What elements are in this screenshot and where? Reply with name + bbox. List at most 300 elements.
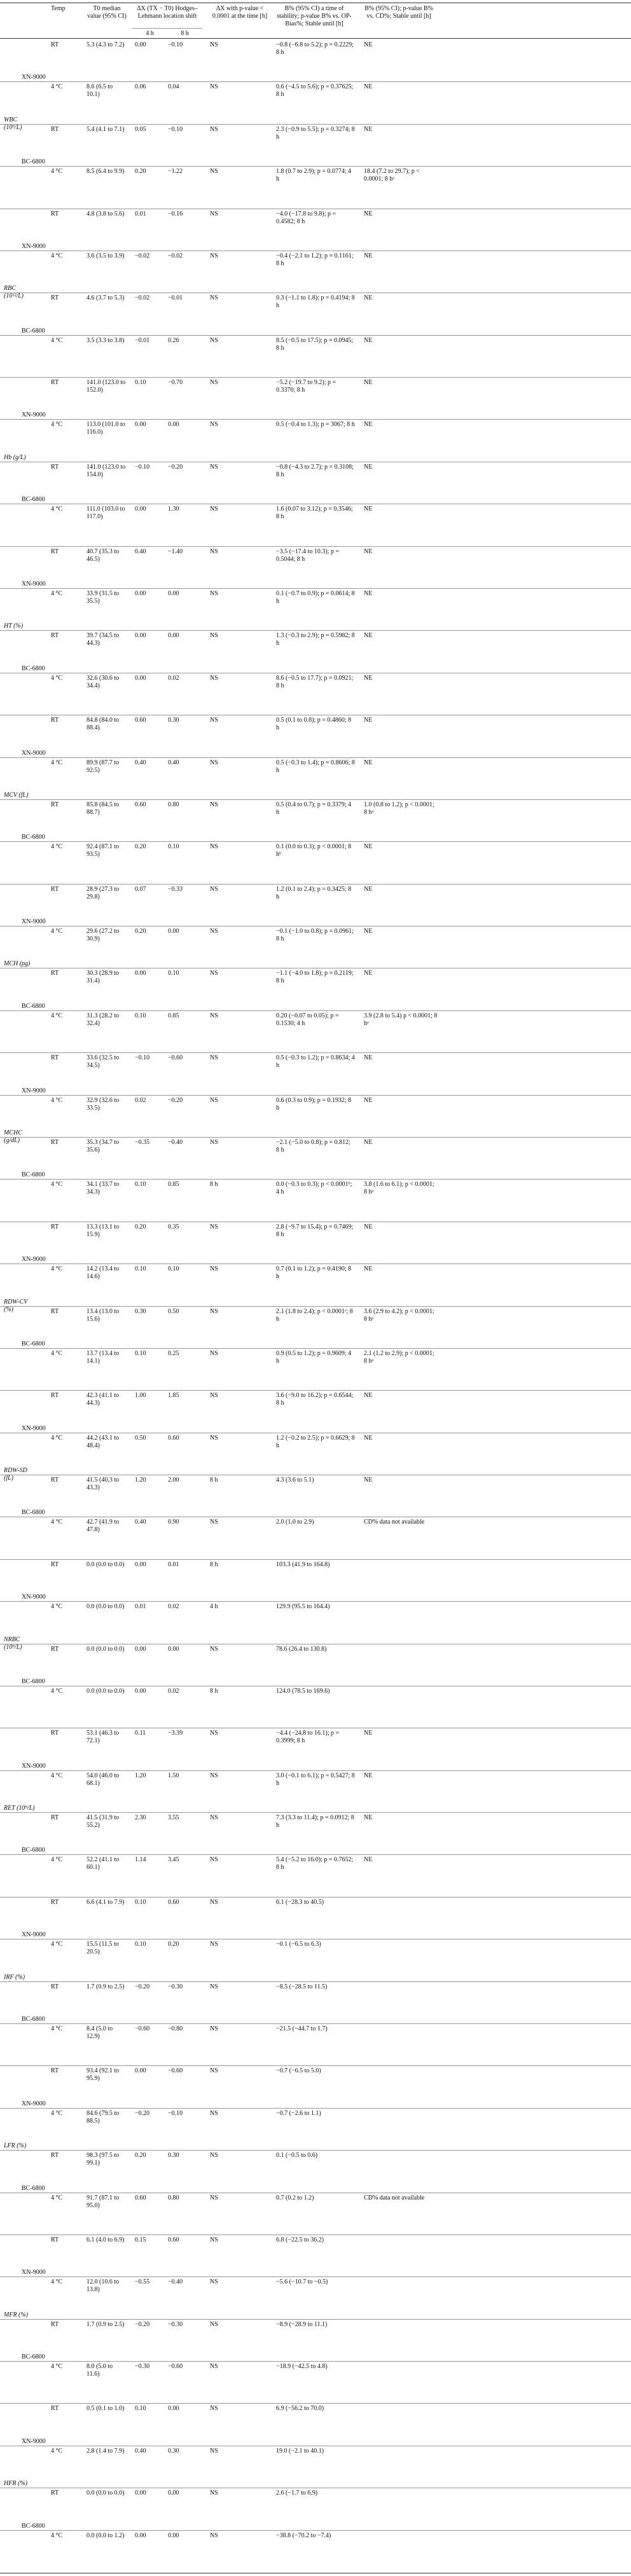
cd-cell: NE <box>364 1265 373 1273</box>
s4-cell: 0.00 <box>135 506 146 513</box>
cd-cell: NE <box>364 632 373 640</box>
bias-cell: −4.4 (−24.8 to 16.1); p = 0.3999; 8 h <box>276 1730 340 1745</box>
temp-cell: 4 °C <box>51 83 63 91</box>
temp-cell: 4 °C <box>51 1434 63 1442</box>
s4-cell: 0.20 <box>135 928 146 935</box>
bias-cell: 3.6 (−9.0 to 16.2); p = 0.6544; 8 h <box>276 1392 354 1407</box>
t0-cell: 12.0 (10.6 to 13.8) <box>87 2278 120 2294</box>
dx-cell: NS <box>210 336 218 344</box>
analyzer-label: XN-9000 <box>22 1424 46 1432</box>
cd-cell <box>364 1941 438 1980</box>
bias-cell: 2.0 (1.0 to 2.9) <box>276 1519 314 1526</box>
analyzer-label: BC-6800 <box>22 496 45 504</box>
t0-cell: 0.5 (0.1 to 1.0) <box>87 2405 125 2413</box>
s4-cell: 0.20 <box>135 1223 146 1230</box>
analyzer-label: BC-6800 <box>22 327 45 334</box>
s4-cell: −0.02 <box>135 252 150 259</box>
analyzer-label: XN-9000 <box>22 1087 46 1094</box>
cd-cell: NE <box>364 1096 373 1104</box>
bias-cell: 0.6 (−4.5 to 5.6); p = 0.37625; 8 h <box>276 83 354 99</box>
s8-cell: 0.00 <box>168 2405 179 2413</box>
bias-cell: −8.9 (−28.9 to 11.1) <box>276 2320 328 2328</box>
header-bias: B% (95% CI) a time of stability; p-value B% vs. OP-Bias%; Stable until [h] <box>277 5 352 27</box>
s8-cell: 0.00 <box>168 2531 179 2539</box>
cd-cell: NE <box>364 252 373 259</box>
s8-cell: 0.30 <box>168 2152 179 2159</box>
bias-cell: −18.9 (−42.5 to 4.8) <box>276 2363 328 2371</box>
temp-cell: RT <box>51 210 59 217</box>
t0-cell: 28.9 (27.3 to 29.8) <box>87 885 120 900</box>
cd-cell: NE <box>364 1730 373 1737</box>
bias-cell: 0.1 (−0.7 to 0.9); p = 0.0614; 8 h <box>276 589 355 605</box>
analyzer-label: XN-9000 <box>22 918 46 926</box>
t0-cell: 0.0 (0.0 to 0.0) <box>87 1603 125 1611</box>
dx-cell: NS <box>210 1814 218 1822</box>
cd-cell: NE <box>364 589 373 597</box>
t0-cell: 0.0 (0.0 to 1.2) <box>87 2531 125 2539</box>
s8-cell: 0.00 <box>168 928 179 935</box>
bias-cell: 0.5 (−0.4 to 1.3); p = 3067; 8 h <box>276 421 355 429</box>
analyzer-label: BC-6800 <box>22 2016 45 2023</box>
bias-cell: −0.1 (−6.5 to 6.3) <box>276 1941 321 1948</box>
temp-cell: 4 °C <box>51 2194 63 2201</box>
s8-cell: 1.30 <box>168 506 179 513</box>
dx-cell: NS <box>210 1096 218 1104</box>
dx-cell: NS <box>210 2109 218 2117</box>
temp-cell: RT <box>51 2236 59 2243</box>
s8-cell: 0.10 <box>168 970 179 977</box>
temp-cell: 4 °C <box>51 1603 63 1611</box>
temp-cell: RT <box>51 1138 59 1146</box>
cd-cell <box>364 1899 438 1938</box>
cd-cell <box>364 2448 438 2487</box>
cd-cell <box>364 1688 438 1727</box>
s4-cell: 0.01 <box>135 210 146 217</box>
t0-cell: 3.6 (3.5 to 3.9) <box>87 252 125 259</box>
temp-cell: RT <box>51 2152 59 2159</box>
analyzer-label: BC-6800 <box>22 665 45 672</box>
row-rule <box>0 81 631 82</box>
s8-cell: 0.60 <box>168 1434 179 1442</box>
parameter-label: RDW-SD (fL) <box>4 1467 27 1482</box>
bias-cell: 6.9 (−56.2 to 70.0) <box>276 2405 324 2413</box>
temp-cell: RT <box>51 1730 59 1737</box>
s4-cell: −0.01 <box>135 336 150 344</box>
s4-cell: 0.60 <box>135 801 146 808</box>
row-rule <box>0 630 631 631</box>
s4-cell: 1.00 <box>135 1392 146 1400</box>
cd-cell: NE <box>364 83 373 91</box>
cd-cell: NE <box>364 421 373 429</box>
bias-cell: 0.3 (−1.1 to 1.8); p = 0.4194; 8 h <box>276 294 355 310</box>
t0-cell: 41.5 (40.3 to 43.3) <box>87 1477 120 1492</box>
bias-cell: −21.5 (−44.7 to 1.7) <box>276 2025 328 2033</box>
dx-cell: NS <box>210 2067 218 2075</box>
dx-cell: NS <box>210 1941 218 1948</box>
temp-cell: 4 °C <box>51 336 63 344</box>
analyzer-label: XN-9000 <box>22 749 46 757</box>
t0-cell: 91.7 (87.1 to 95.0) <box>87 2194 120 2209</box>
t0-cell: 15.5 (11.5 to 20.5) <box>87 1941 119 1956</box>
s4-cell: −0.55 <box>135 2278 150 2286</box>
cd-cell: NE <box>364 41 373 48</box>
t0-cell: 33.9 (31.5 to 35.5) <box>87 589 120 605</box>
header-cd: B% (95% CI); p-value B% vs. CD%; Stable until [h] <box>364 5 433 20</box>
t0-cell: 8.0 (5.0 to 11.6) <box>87 2363 113 2378</box>
s4-cell: 0.10 <box>135 1265 146 1273</box>
t0-cell: 1.7 (0.9 to 2.5) <box>87 2320 125 2328</box>
temp-cell: RT <box>51 632 59 640</box>
bias-cell: 103.3 (41.9 to 164.8) <box>276 1560 330 1568</box>
cd-cell <box>364 2025 438 2065</box>
header-shift: ΔX (TX − T0) Hodges–Lehmann location shift <box>137 5 198 20</box>
s4-cell: 2.30 <box>135 1814 146 1822</box>
dx-cell: NS <box>210 1012 218 1019</box>
row-rule <box>0 1981 631 1982</box>
bias-cell: 124.0 (78.5 to 169.6) <box>276 1687 330 1695</box>
bias-cell: −1.1 (−4.0 to 1.8); p = 0.2119; 8 h <box>276 970 354 985</box>
dx-cell: 4 h <box>210 1603 218 1611</box>
s4-cell: 0.00 <box>135 674 146 682</box>
temp-cell: 4 °C <box>51 843 63 851</box>
t0-cell: 14.2 (13.4 to 14.6) <box>87 1265 120 1281</box>
bias-cell: 0.1 (0.0 to 0.3); p < 0.0001; 8 hᵇ <box>276 843 352 858</box>
t0-cell: 89.9 (87.7 to 92.5) <box>87 759 120 774</box>
s8-cell: −0.30 <box>168 1983 183 1990</box>
s4-cell: −0.20 <box>135 2320 150 2328</box>
bias-cell: 0.1 (−0.5 to 0.6) <box>276 2152 318 2159</box>
bias-cell: 1.3 (−0.3 to 2.9); p = 0.5982; 8 h <box>276 632 355 647</box>
row-rule <box>0 419 631 420</box>
row-rule <box>0 1854 631 1855</box>
bias-cell: 1.8 (0.7 to 2.9); p = 0.0774; 4 h <box>276 168 352 183</box>
s8-cell: 0.25 <box>168 1349 179 1357</box>
cd-cell: NE <box>364 379 373 387</box>
cd-cell: NE <box>364 1434 373 1442</box>
s4-cell: 0.40 <box>135 548 146 555</box>
header-shift-8h: 8 h <box>181 30 189 37</box>
cd-cell: NE <box>364 1223 373 1230</box>
s4-cell: −0.10 <box>135 463 150 471</box>
temp-cell: RT <box>51 2320 59 2328</box>
cd-cell <box>364 2236 438 2276</box>
row-rule <box>0 2150 631 2151</box>
temp-cell: RT <box>51 1898 59 1906</box>
temp-cell: 4 °C <box>51 1687 63 1695</box>
cd-cell: 3.6 (2.9 to 4.2); p < 0.0001; 8 hᵃ <box>364 1307 434 1323</box>
temp-cell: RT <box>51 41 59 48</box>
bias-cell: 0.5 (0.4 to 0.7); p = 0.3379; 4 h <box>276 801 352 816</box>
s4-cell: 0.20 <box>135 843 146 851</box>
temp-cell: RT <box>51 1560 59 1568</box>
dx-cell: NS <box>210 1434 218 1442</box>
dx-cell: NS <box>210 1772 218 1779</box>
t0-cell: 33.6 (32.5 to 34.5) <box>87 1054 120 1070</box>
dx-cell: NS <box>210 2320 218 2328</box>
cd-cell: 18.4 (7.2 to 29.7); p < 0.0001; 8 hᵃ <box>364 168 420 183</box>
s8-cell: −0.16 <box>168 210 183 217</box>
bias-cell: −0.8 (−6.8 to 5.2); p = 0.2229; 8 h <box>276 41 354 56</box>
cd-cell: NE <box>364 210 373 217</box>
s8-cell: −0.01 <box>168 294 183 302</box>
dx-cell: NS <box>210 1856 218 1864</box>
bias-cell: 4.3 (3.6 to 5.1) <box>276 1477 314 1484</box>
s8-cell: −0.70 <box>168 379 183 387</box>
t0-cell: 4.6 (3.7 to 5.3) <box>87 294 125 302</box>
s8-cell: 0.85 <box>168 1181 179 1188</box>
row-rule <box>0 1137 631 1138</box>
bias-cell: −5.6 (−10.7 to −0.5) <box>276 2278 328 2286</box>
temp-cell: RT <box>51 717 59 724</box>
s4-cell: 0.00 <box>135 2067 146 2075</box>
analyzer-label: XN-9000 <box>22 2269 46 2276</box>
dx-cell: NS <box>210 421 218 429</box>
row-rule <box>0 1897 631 1898</box>
s8-cell: −0.40 <box>168 1138 183 1146</box>
header-temp: Temp <box>51 5 66 12</box>
t0-cell: 13.3 (13.1 to 15.9) <box>87 1223 120 1238</box>
t0-cell: 8.4 (5.0 to 12.9) <box>87 2025 113 2041</box>
s8-cell: 0.00 <box>168 632 179 640</box>
temp-cell: RT <box>51 125 59 133</box>
temp-cell: RT <box>51 885 59 893</box>
analyzer-label: BC-6800 <box>22 1340 45 1347</box>
temp-cell: 4 °C <box>51 2025 63 2033</box>
s8-cell: −0.10 <box>168 125 183 133</box>
t0-cell: 42.3 (41.1 to 44.3) <box>87 1392 120 1407</box>
s4-cell: 0.10 <box>135 1898 146 1906</box>
header-t0: T0 median value (95% CI) <box>87 5 127 20</box>
dx-cell: NS <box>210 1730 218 1737</box>
temp-cell: 4 °C <box>51 1856 63 1864</box>
row-rule <box>0 1348 631 1349</box>
parameter-label: MCH (pg) <box>4 960 31 968</box>
t0-cell: 0.0 (0.0 to 0.0) <box>87 1687 125 1695</box>
t0-cell: 3.5 (3.3 to 3.8) <box>87 336 125 344</box>
dx-cell: NS <box>210 2025 218 2033</box>
dx-cell: NS <box>210 1349 218 1357</box>
t0-cell: 44.2 (43.1 to 48.4) <box>87 1434 120 1449</box>
s8-cell: 0.00 <box>168 2490 179 2497</box>
cd-cell: NE <box>364 759 373 766</box>
s8-cell: 0.00 <box>168 589 179 597</box>
bias-cell: 0.5 (−0.3 to 1.4); p = 0.8606; 8 h <box>276 759 355 774</box>
bias-cell: 6.8 (−22.5 to 36.2) <box>276 2236 324 2243</box>
row-rule <box>0 1179 631 1180</box>
temp-cell: RT <box>51 1983 59 1990</box>
t0-cell: 84.8 (84.0 to 88.4) <box>87 717 120 732</box>
header-dx: ΔX with p-value < 0.0001 at the time [h] <box>212 5 268 20</box>
dx-cell: NS <box>210 2447 218 2455</box>
parameter-label: IRF (%) <box>4 1973 25 1981</box>
row-rule <box>0 2530 631 2531</box>
row-rule <box>0 2023 631 2024</box>
t0-cell: 54.0 (46.0 to 68.1) <box>87 1772 120 1787</box>
s8-cell: 1.85 <box>168 1392 179 1400</box>
dx-cell: NS <box>210 801 218 808</box>
dx-cell: NS <box>210 463 218 471</box>
analyzer-label: XN-9000 <box>22 242 46 250</box>
t0-cell: 5.4 (4.1 to 7.1) <box>87 125 125 133</box>
t0-cell: 32.6 (30.6 to 34.4) <box>87 674 120 689</box>
cd-cell: NE <box>364 674 373 682</box>
dx-cell: NS <box>210 379 218 387</box>
analyzer-label: BC-6800 <box>22 2184 45 2192</box>
s8-cell: 0.40 <box>168 759 179 766</box>
cd-cell <box>364 2321 438 2360</box>
dx-cell: NS <box>210 717 218 724</box>
parameter-label: HFR (%) <box>4 2480 27 2488</box>
s8-cell: 0.02 <box>168 1687 179 1695</box>
bias-cell: 78.6 (26.4 to 130.8) <box>276 1645 327 1653</box>
s4-cell: 0.50 <box>135 1434 146 1442</box>
analyzer-label: XN-9000 <box>22 1594 46 1601</box>
cd-cell <box>364 2363 438 2402</box>
s8-cell: 0.00 <box>168 421 179 429</box>
row-rule <box>0 1559 631 1560</box>
dx-cell: NS <box>210 1519 218 1526</box>
temp-cell: 4 °C <box>51 2447 63 2455</box>
cd-cell: NE <box>364 1054 373 1062</box>
dx-cell: NS <box>210 1392 218 1400</box>
temp-cell: RT <box>51 1054 59 1062</box>
s4-cell: −0.60 <box>135 2025 150 2033</box>
s4-cell: 0.10 <box>135 2405 146 2413</box>
s8-cell: −0.33 <box>168 885 183 893</box>
s8-cell: 0.01 <box>168 1560 179 1568</box>
cd-cell: NE <box>364 506 373 513</box>
temp-cell: RT <box>51 1392 59 1400</box>
t0-cell: 2.8 (1.4 to 7.9) <box>87 2447 125 2455</box>
temp-cell: RT <box>51 1814 59 1822</box>
temp-cell: 4 °C <box>51 589 63 597</box>
t0-cell: 32.9 (32.6 to 33.5) <box>87 1096 120 1112</box>
row-rule <box>0 2361 631 2362</box>
s4-cell: −0.20 <box>135 2109 150 2117</box>
temp-cell: RT <box>51 2067 59 2075</box>
t0-cell: 84.6 (79.5 to 88.5) <box>87 2109 120 2125</box>
dx-cell: NS <box>210 885 218 893</box>
cd-cell: NE <box>364 970 373 977</box>
t0-cell: 13.7 (13.4 to 14.1) <box>87 1349 120 1365</box>
bias-cell: −2.1 (−5.0 to 0.8); p = 0.812; 8 h <box>276 1138 350 1154</box>
bias-cell: 0.20 (−0.07 to 0.05); p = 0.1530; 4 h <box>276 1012 339 1027</box>
temp-cell: 4 °C <box>51 928 63 935</box>
dx-cell: NS <box>210 2278 218 2286</box>
t0-cell: 8.6 (6.5 to 10.1) <box>87 83 113 99</box>
s4-cell: 0.00 <box>135 589 146 597</box>
analyzer-label: XN-9000 <box>22 1931 46 1939</box>
dx-cell: NS <box>210 589 218 597</box>
temp-cell: 4 °C <box>51 1772 63 1779</box>
temp-cell: RT <box>51 379 59 387</box>
dx-cell: NS <box>210 1265 218 1273</box>
dx-cell: NS <box>210 2363 218 2371</box>
cd-cell: 1.0 (0.8 to 1.2); p < 0.0001; 8 hᵃ <box>364 801 434 816</box>
t0-cell: 141.0 (123.0 to 154.0) <box>87 463 126 478</box>
temp-cell: RT <box>51 1223 59 1230</box>
row-rule <box>0 546 631 547</box>
t0-cell: 30.3 (28.9 to 31.4) <box>87 970 120 985</box>
temp-cell: RT <box>51 970 59 977</box>
bias-cell: −5.2 (−19.7 to 9.2); p = 0.3370; 8 h <box>276 379 336 394</box>
row-rule <box>0 1306 631 1307</box>
dx-cell: NS <box>210 506 218 513</box>
bias-cell: 8.5 (−0.5 to 17.5); p = 0.0945; 8 h <box>276 336 354 352</box>
cd-cell: CD% data not available <box>364 2194 425 2201</box>
s8-cell: 0.85 <box>168 1012 179 1019</box>
bias-cell: −0.4 (−2.1 to 1.2); p = 0.1161; 8 h <box>276 252 354 267</box>
t0-cell: 41.5 (31.9 to 55.2) <box>87 1814 120 1829</box>
cd-cell <box>364 2110 438 2149</box>
bias-cell: 0.0 (−0.3 to 0.3); p < 0.0001ᵇ; 4 h <box>276 1181 352 1196</box>
parameter-label: HT (%) <box>4 623 24 630</box>
bias-cell: 0.9 (0.5 to 1.2); p = 0.9609; 4 h <box>276 1349 352 1365</box>
s4-cell: 0.40 <box>135 2447 146 2455</box>
cd-cell <box>364 2405 438 2444</box>
cd-cell <box>364 2490 438 2529</box>
cd-cell: NE <box>364 1772 373 1779</box>
temp-cell: RT <box>51 1477 59 1484</box>
cd-cell: NE <box>364 125 373 133</box>
s4-cell: −0.30 <box>135 2363 150 2371</box>
dx-cell: NS <box>210 548 218 555</box>
temp-cell: RT <box>51 2405 59 2413</box>
bias-cell: 2.3 (−0.9 to 5.5); p = 0.3274; 8 h <box>276 125 355 141</box>
cd-cell: NE <box>364 1138 373 1146</box>
cd-cell <box>364 1646 438 1685</box>
analyzer-label: XN-9000 <box>22 2100 46 2107</box>
row-rule <box>0 166 631 167</box>
bias-cell: −4.0 (−17.8 to 9.8); p = 0.4582; 8 h <box>276 210 336 225</box>
temp-cell: RT <box>51 1307 59 1315</box>
row-rule <box>0 757 631 758</box>
bias-cell: 6.1 (−28.3 to 40.5) <box>276 1898 324 1906</box>
dx-cell: NS <box>210 1307 218 1315</box>
cd-cell <box>364 1983 438 2023</box>
dx-cell: NS <box>210 674 218 682</box>
s4-cell: 0.10 <box>135 1181 146 1188</box>
s8-cell: 0.60 <box>168 2236 179 2243</box>
s8-cell: 0.26 <box>168 336 179 344</box>
s8-cell: −1.40 <box>168 548 183 555</box>
s8-cell: 0.10 <box>168 843 179 851</box>
s8-cell: −0.60 <box>168 1054 183 1062</box>
analyzer-label: BC-6800 <box>22 2353 45 2361</box>
cd-cell <box>364 2278 438 2318</box>
analyzer-label: XN-9000 <box>22 1256 46 1264</box>
t0-cell: 8.5 (6.4 to 9.9) <box>87 168 125 176</box>
row-rule <box>0 1390 631 1391</box>
dx-cell: NS <box>210 252 218 259</box>
s8-cell: 0.30 <box>168 2447 179 2455</box>
bias-cell: 8.6 (−0.5 to 17.7); p = 0.0921; 8 h <box>276 674 354 689</box>
header-shift-rule <box>132 28 202 29</box>
s8-cell: 3.55 <box>168 1814 179 1822</box>
dx-cell: NS <box>210 1983 218 1990</box>
temp-cell: 4 °C <box>51 1519 63 1526</box>
analyzer-label: XN-9000 <box>22 411 46 419</box>
cd-cell: NE <box>364 1392 373 1400</box>
row-rule <box>0 2403 631 2404</box>
s8-cell: 0.20 <box>168 1941 179 1948</box>
s8-cell: −3.39 <box>168 1730 183 1737</box>
parameter-label: LFR (%) <box>4 2142 27 2150</box>
row-rule <box>0 884 631 885</box>
temp-cell: 4 °C <box>51 252 63 259</box>
s4-cell: 0.00 <box>135 632 146 640</box>
s4-cell: 1.14 <box>135 1856 146 1864</box>
